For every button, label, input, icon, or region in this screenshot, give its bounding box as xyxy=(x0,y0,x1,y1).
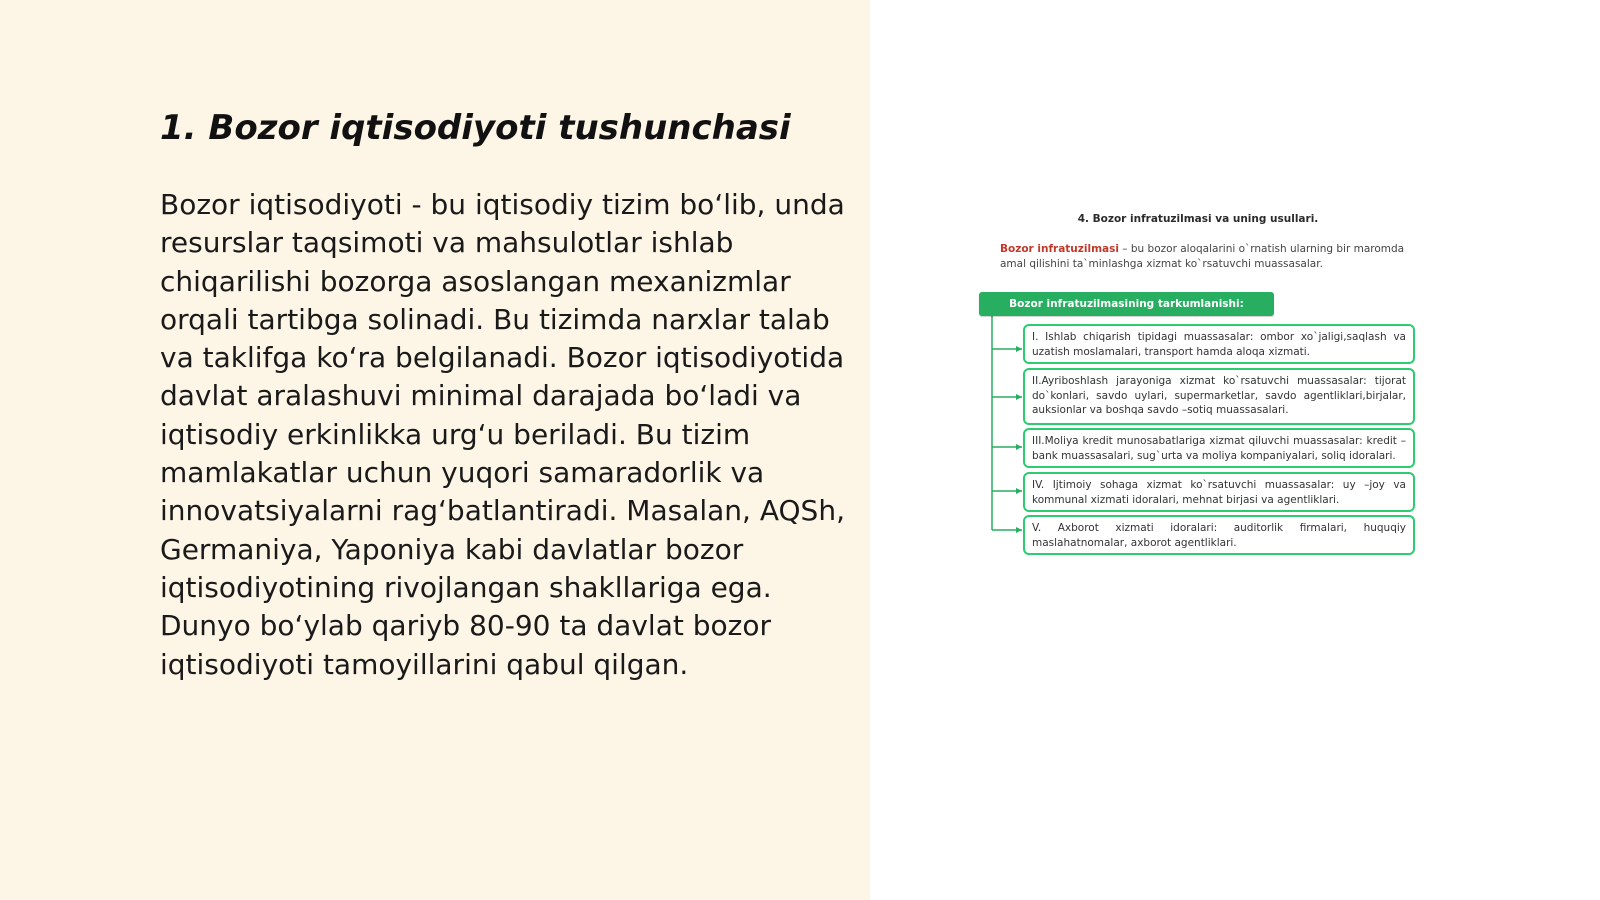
category-box-1: I. Ishlab chiqarish tipidagi muassasalar: ombor xo`jaligi,saqlash va uzatish moslamalari, transport hamda aloqa xizmati. xyxy=(1023,324,1415,364)
connector-branch xyxy=(992,488,1022,494)
category-box-2: II.Ayriboshlash jarayoniga xizmat ko`rsatuvchi muassasalar: tijorat do`konlari, savdo uylari, supermarketlar, savdo agentliklari,birjalar, auksionlar va boshqa savdo –sotiq muassasalari. xyxy=(1023,368,1415,425)
category-box-4: IV. Ijtimoiy sohaga xizmat ko`rsatuvchi muassasalar: uy –joy va kommunal xizmati idoralari, mehnat birjasi va agentliklari. xyxy=(1023,472,1415,512)
connector-branch xyxy=(992,527,1022,533)
connector-branch xyxy=(992,394,1022,400)
definition-term: Bozor infratuzilmasi xyxy=(1000,243,1119,255)
figure-heading: 4. Bozor infratuzilmasi va uning usullari. xyxy=(1077,213,1319,225)
definition-text: – bu bozor aloqalarini o`rnatish ularning bir maromda amal qilishini ta`minlashga xizmat ko`rsatuvchi muassasalar. xyxy=(1000,243,1405,270)
category-box-3: III.Moliya kredit munosabatlariga xizmat qiluvchi muassasalar: kredit – bank muassasalari, sug`urta va moliya kompaniyalari, soliq idoralari. xyxy=(1023,428,1415,468)
slide-body-text: Bozor iqtisodiyoti - bu iqtisodiy tizim bo‘lib, unda resurslar taqsimoti va mahsulotlar ishlab chiqarilishi bozorga asoslangan mexanizmlar orqali tartibga solinadi. Bu tizimda narxlar talab va taklifga ko‘ra belgilanadi. Bozor iqtisodiyotida davlat aralashuvi minimal darajada bo‘ladi va iqtisodiy erkinlikka urg‘u beriladi. Bu tizim mamlakatlar uchun yuqori samaradorlik va innovatsiyalarni rag‘batlantiradi. Masalan, AQSh, Germaniya, Yaponiya kabi davlatlar bozor iqtisodiyotining rivojlangan shakllariga ega. Dunyo bo‘ylab qariyb 80-90 ta davlat bozor iqtisodiyoti tamoyillarini qabul qilgan. xyxy=(160,188,845,681)
structure-label-bar: Bozor infratuzilmasining tarkumlanishi: xyxy=(979,292,1274,316)
category-box-5: V. Axborot xizmati idoralari: auditorlik firmalari, huquqiy maslahatnomalar, axborot agentliklari. xyxy=(1023,515,1415,555)
connector-branch xyxy=(992,444,1022,450)
connector-branch xyxy=(992,346,1022,352)
infrastructure-figure xyxy=(978,212,1418,562)
slide-title: 1. Bozor iqtisodiyoti tushunchasi xyxy=(160,108,791,148)
